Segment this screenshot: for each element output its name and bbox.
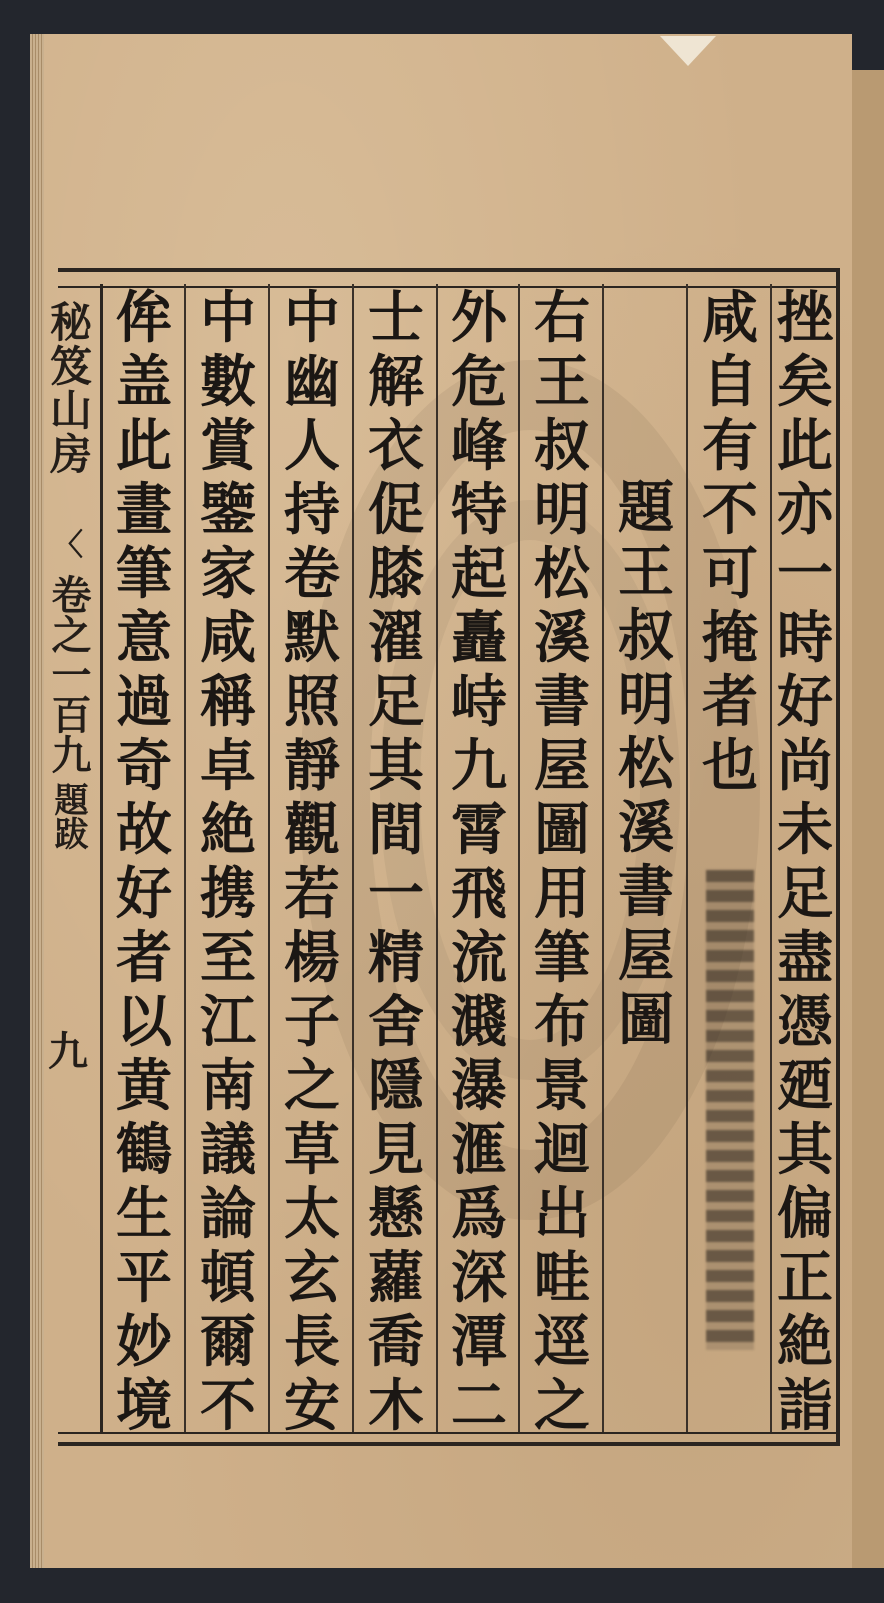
glyph: 安 [284,1373,340,1439]
glyph: 咸 [702,285,758,351]
glyph: 奇 [116,733,172,799]
glyph: 潭 [451,1309,507,1375]
glyph: 可 [702,541,758,607]
block-heart-margin [40,300,96,1077]
glyph: 若 [284,861,340,927]
glyph: 松 [618,731,674,797]
glyph: 叔 [618,603,674,669]
glyph: 未 [777,797,833,863]
glyph: 屋 [534,733,590,799]
glyph: 濯 [368,605,424,671]
glyph: 深 [451,1245,507,1311]
glyph: 江 [200,989,256,1055]
glyph: 好 [116,861,172,927]
glyph: 矣 [777,349,833,415]
fish-tail-mark-icon: 〈 [53,528,83,563]
glyph: 矗 [451,605,507,671]
glyph: 明 [618,667,674,733]
juan-number: 卷之一百九 [45,574,92,774]
book-title: 秘笈山房 [44,300,93,476]
glyph: 其 [368,733,424,799]
glyph: 也 [702,733,758,799]
glyph: 筆 [534,925,590,991]
glyph: 中 [200,285,256,351]
glyph: 幽 [284,349,340,415]
glyph: 照 [284,669,340,735]
glyph: 家 [200,541,256,607]
text-column-5 [440,285,518,1442]
glyph: 松 [534,541,590,607]
glyph: 鑒 [200,477,256,543]
frame-left-border [100,284,103,1432]
glyph: 題 [618,475,674,541]
glyph: 不 [200,1373,256,1439]
glyph: 九 [451,733,507,799]
glyph: 溪 [534,605,590,671]
frame-right-border [836,268,840,1442]
glyph: 解 [368,349,424,415]
text-column-8 [188,285,268,1442]
glyph: 鶴 [116,1117,172,1183]
glyph: 隱 [368,1053,424,1119]
glyph: 懸 [368,1181,424,1247]
glyph: 意 [116,605,172,671]
ink-smudge [706,870,754,1350]
glyph: 一 [368,861,424,927]
glyph: 詣 [777,1373,833,1439]
glyph: 境 [116,1373,172,1439]
glyph: 盡 [777,925,833,991]
folio-number: 九 [48,1028,88,1075]
glyph: 危 [451,349,507,415]
glyph: 亦 [777,477,833,543]
glyph: 見 [368,1117,424,1183]
glyph: 景 [534,1053,590,1119]
glyph: 舍 [368,989,424,1055]
glyph: 書 [618,859,674,925]
glyph: 間 [368,797,424,863]
glyph: 挫 [777,285,833,351]
glyph: 特 [451,477,507,543]
glyph: 以 [116,989,172,1055]
glyph: 憑 [777,989,833,1055]
glyph: 有 [702,413,758,479]
column-rule [686,284,688,1432]
column-rule [352,284,354,1432]
glyph: 楊 [284,925,340,991]
glyph: 咸 [200,605,256,671]
glyph: 書 [534,669,590,735]
glyph: 峰 [451,413,507,479]
glyph: 絶 [777,1309,833,1375]
glyph: 用 [534,861,590,927]
glyph: 布 [534,989,590,1055]
glyph: 稱 [200,669,256,735]
glyph: 此 [116,413,172,479]
glyph: 掩 [702,605,758,671]
glyph: 一 [777,541,833,607]
glyph: 卷 [284,541,340,607]
glyph: 者 [702,669,758,735]
glyph: 時 [777,605,833,671]
glyph: 之 [534,1373,590,1439]
glyph: 太 [284,1181,340,1247]
glyph: 足 [777,861,833,927]
glyph: 爾 [200,1309,256,1375]
glyph: 絶 [200,797,256,863]
glyph: 議 [200,1117,256,1183]
glyph: 蘿 [368,1245,424,1311]
glyph: 卓 [200,733,256,799]
glyph: 故 [116,797,172,863]
glyph: 者 [116,925,172,991]
column-rule [436,284,438,1432]
glyph: 叔 [534,413,590,479]
glyph: 二 [451,1373,507,1439]
glyph: 至 [200,925,256,991]
glyph: 圖 [534,797,590,863]
glyph: 士 [368,285,424,351]
paper-tear [660,36,716,66]
glyph: 畫 [116,477,172,543]
glyph: 其 [777,1117,833,1183]
text-column-6 [356,285,436,1442]
glyph: 草 [284,1117,340,1183]
glyph: 起 [451,541,507,607]
glyph: 筆 [116,541,172,607]
glyph: 屋 [618,923,674,989]
glyph: 王 [534,349,590,415]
glyph: 子 [284,989,340,1055]
glyph: 溪 [618,795,674,861]
text-column-heading [606,475,686,1056]
glyph: 滙 [451,1117,507,1183]
glyph: 霄 [451,797,507,863]
glyph: 飛 [451,861,507,927]
glyph: 中 [284,285,340,351]
glyph: 瀑 [451,1053,507,1119]
glyph: 南 [200,1053,256,1119]
glyph: 尚 [777,733,833,799]
glyph: 不 [702,477,758,543]
glyph: 畦 [534,1245,590,1311]
glyph: 賞 [200,413,256,479]
glyph: 峙 [451,669,507,735]
glyph: 好 [777,669,833,735]
glyph: 濺 [451,989,507,1055]
glyph: 促 [368,477,424,543]
glyph: 侔 [116,285,172,351]
glyph: 流 [451,925,507,991]
glyph: 此 [777,413,833,479]
column-rule [184,284,186,1432]
text-column-4 [522,285,602,1442]
glyph: 默 [284,605,340,671]
glyph: 持 [284,477,340,543]
glyph: 出 [534,1181,590,1247]
column-rule [602,284,604,1432]
glyph: 自 [702,349,758,415]
glyph: 人 [284,413,340,479]
column-rule [770,284,772,1432]
glyph: 生 [116,1181,172,1247]
glyph: 右 [534,285,590,351]
glyph: 平 [116,1245,172,1311]
glyph: 明 [534,477,590,543]
glyph: 盖 [116,349,172,415]
glyph: 精 [368,925,424,991]
glyph: 頓 [200,1245,256,1311]
glyph: 外 [451,285,507,351]
glyph: 迴 [534,1117,590,1183]
glyph: 圖 [618,987,674,1053]
glyph: 膝 [368,541,424,607]
glyph: 靜 [284,733,340,799]
glyph: 數 [200,349,256,415]
text-column-9 [104,285,184,1442]
glyph: 之 [284,1053,340,1119]
glyph: 足 [368,669,424,735]
glyph: 觀 [284,797,340,863]
glyph: 過 [116,669,172,735]
text-column-1 [774,285,836,1442]
glyph: 衣 [368,413,424,479]
glyph: 正 [777,1245,833,1311]
glyph: 王 [618,539,674,605]
glyph: 爲 [451,1181,507,1247]
next-page-edge [852,70,884,1568]
glyph: 木 [368,1373,424,1439]
glyph: 廼 [777,1053,833,1119]
column-rule [518,284,520,1432]
text-column-7 [272,285,352,1442]
section-title: 題跋 [48,782,88,850]
glyph: 長 [284,1309,340,1375]
glyph: 論 [200,1181,256,1247]
glyph: 偏 [777,1181,833,1247]
glyph: 携 [200,861,256,927]
glyph: 妙 [116,1309,172,1375]
glyph: 逕 [534,1309,590,1375]
glyph: 玄 [284,1245,340,1311]
text-column-2 [690,285,770,802]
column-rule [268,284,270,1432]
glyph: 黄 [116,1053,172,1119]
glyph: 喬 [368,1309,424,1375]
